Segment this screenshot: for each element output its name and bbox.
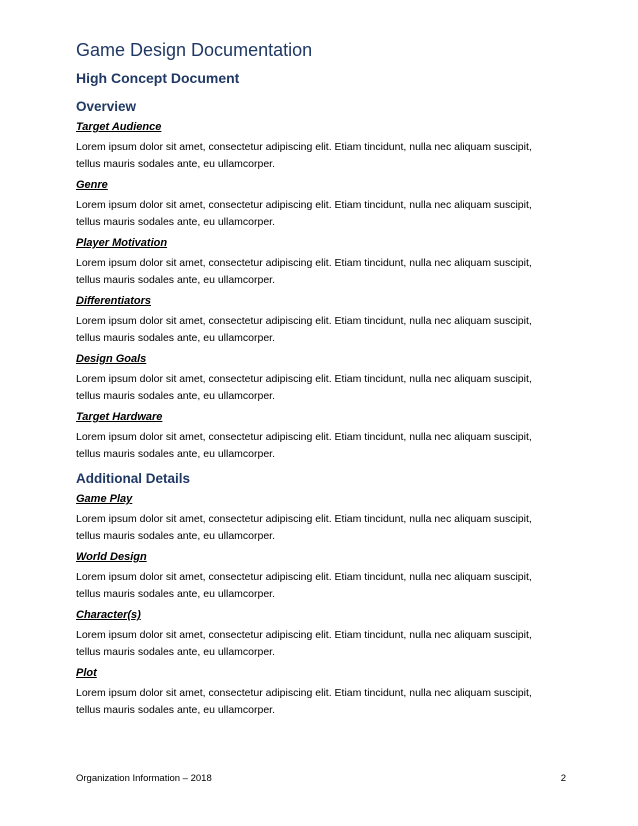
paragraph: Lorem ipsum dolor sit amet, consectetur adipiscing elit. Etiam tincidunt, nulla nec aliquam suscipit, tellus mauris sodales ante, eu ullamcorper.	[76, 373, 532, 402]
sub-heading: Target Audience	[76, 121, 162, 133]
item-game-play	[76, 492, 566, 544]
section-overview	[76, 98, 566, 462]
section-additional-details	[76, 470, 566, 718]
paragraph: Lorem ipsum dolor sit amet, consectetur adipiscing elit. Etiam tincidunt, nulla nec aliquam suscipit, tellus mauris sodales ante, eu ullamcorper.	[76, 431, 532, 460]
sub-heading: Differentiators	[76, 295, 151, 307]
sub-heading: World Design	[76, 551, 147, 563]
paragraph: Lorem ipsum dolor sit amet, consectetur adipiscing elit. Etiam tincidunt, nulla nec aliquam suscipit, tellus mauris sodales ante, eu ullamcorper.	[76, 199, 532, 228]
sub-heading: Target Hardware	[76, 411, 163, 423]
sub-heading: Genre	[76, 179, 108, 191]
item-design-goals	[76, 352, 566, 404]
item-target-audience	[76, 120, 566, 172]
item-genre	[76, 178, 566, 230]
sub-heading: Plot	[76, 667, 97, 679]
sub-heading: Player Motivation	[76, 237, 168, 249]
paragraph: Lorem ipsum dolor sit amet, consectetur adipiscing elit. Etiam tincidunt, nulla nec aliquam suscipit, tellus mauris sodales ante, eu ullamcorper.	[76, 687, 532, 716]
section-heading: Overview	[76, 99, 137, 114]
sub-heading: Character(s)	[76, 609, 141, 621]
item-plot	[76, 666, 566, 718]
sub-heading: Game Play	[76, 493, 133, 505]
footer-organization-info: Organization Information – 2018	[76, 773, 212, 784]
paragraph: Lorem ipsum dolor sit amet, consectetur adipiscing elit. Etiam tincidunt, nulla nec aliquam suscipit, tellus mauris sodales ante, eu ullamcorper.	[76, 141, 532, 170]
item-characters	[76, 608, 566, 660]
paragraph: Lorem ipsum dolor sit amet, consectetur adipiscing elit. Etiam tincidunt, nulla nec aliquam suscipit, tellus mauris sodales ante, eu ullamcorper.	[76, 257, 532, 286]
item-player-motivation	[76, 236, 566, 288]
item-world-design	[76, 550, 566, 602]
paragraph: Lorem ipsum dolor sit amet, consectetur adipiscing elit. Etiam tincidunt, nulla nec aliquam suscipit, tellus mauris sodales ante, eu ullamcorper.	[76, 571, 532, 600]
item-target-hardware	[76, 410, 566, 462]
paragraph: Lorem ipsum dolor sit amet, consectetur adipiscing elit. Etiam tincidunt, nulla nec aliquam suscipit, tellus mauris sodales ante, eu ullamcorper.	[76, 629, 532, 658]
document-title: Game Design Documentation	[76, 40, 313, 60]
item-differentiators	[76, 294, 566, 346]
section-heading: Additional Details	[76, 471, 191, 486]
paragraph: Lorem ipsum dolor sit amet, consectetur adipiscing elit. Etiam tincidunt, nulla nec aliquam suscipit, tellus mauris sodales ante, eu ullamcorper.	[76, 513, 532, 542]
page-number: 2	[560, 773, 566, 784]
sub-heading: Design Goals	[76, 353, 147, 365]
page-content	[76, 38, 566, 724]
document-subtitle: High Concept Document	[76, 70, 240, 86]
paragraph: Lorem ipsum dolor sit amet, consectetur adipiscing elit. Etiam tincidunt, nulla nec aliquam suscipit, tellus mauris sodales ante, eu ullamcorper.	[76, 315, 532, 344]
